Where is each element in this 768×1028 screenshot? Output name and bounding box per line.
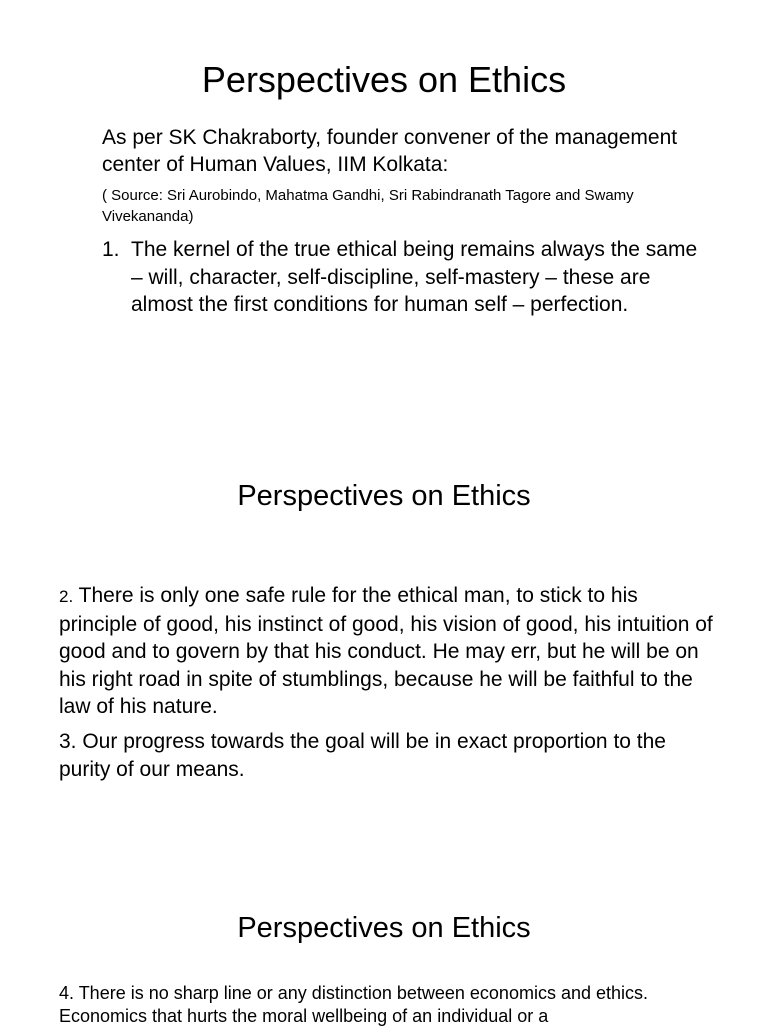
slide-3: [0, 862, 768, 1024]
slide-1: [0, 0, 768, 430]
paragraph-2-number: 2.: [59, 587, 74, 606]
item-number: 1.: [102, 238, 120, 261]
slide-2-title: Perspectives on Ethics: [237, 480, 531, 512]
slide-1-intro: As per SK Chakraborty, founder convener of the management center of Human Values, IIM Kolkata:: [102, 126, 678, 176]
slide-1-title: Perspectives on Ethics: [201, 59, 567, 100]
slide-1-numbered-item: [102, 236, 702, 319]
item-text: The kernel of the true ethical being remains always the same – will, character, self-discipline, self-mastery – these are almost the first conditions for human self – perfection.: [131, 238, 698, 316]
slide-2: [0, 430, 768, 862]
slide-3-paragraph-4: 4. There is no sharp line or any distinction between economics and ethics. Economics that hurts the moral wellbeing of an individual or a: [59, 983, 648, 1026]
paragraph-2-text: There is only one safe rule for the ethical man, to stick to his principle of good, his instinct of good, his vision of good, his intuition of good and to govern by that his conduct. He may err, but he will be on his right road in spite of stumblings, because he will be faithful to the law of his nature.: [59, 584, 713, 718]
slide-1-source-note: ( Source: Sri Aurobindo, Mahatma Gandhi, Sri Rabindranath Tagore and Swamy Vivekananda): [102, 187, 634, 225]
slide-2-paragraph-2: [59, 582, 719, 721]
slide-3-title: Perspectives on Ethics: [237, 912, 531, 944]
slide-2-paragraph-3: 3. Our progress towards the goal will be in exact proportion to the purity of our means.: [59, 730, 666, 781]
